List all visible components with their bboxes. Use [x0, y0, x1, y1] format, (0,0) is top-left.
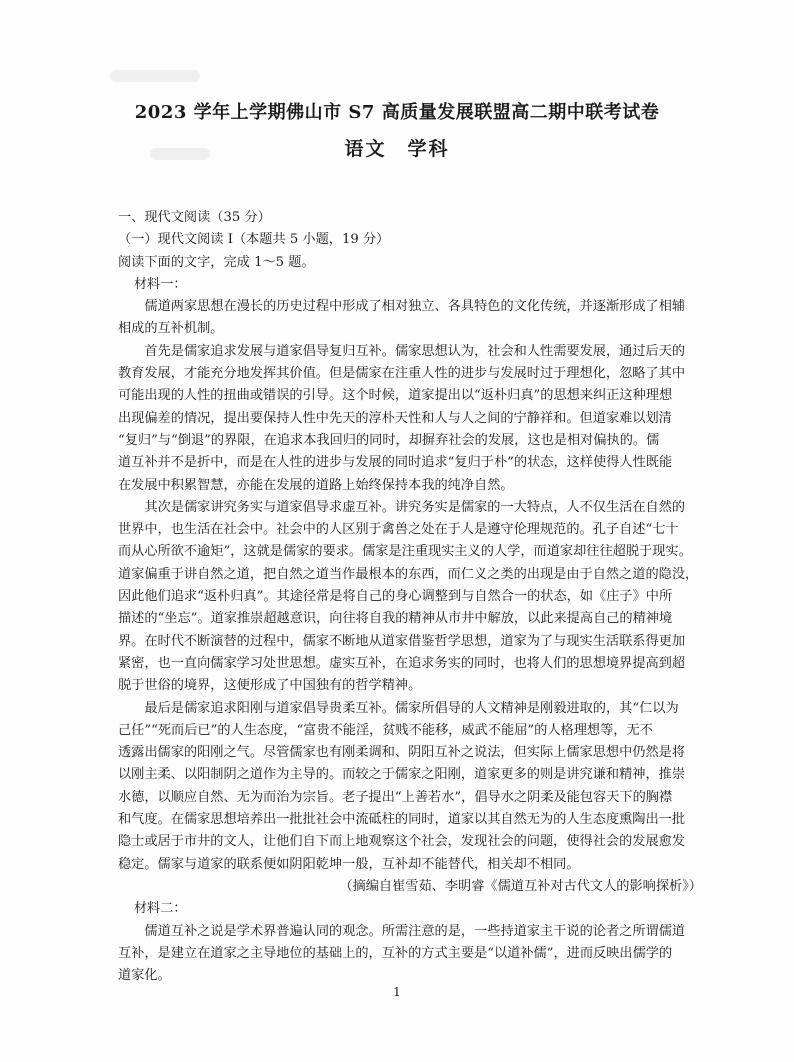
- exam-title: 2023 学年上学期佛山市 S7 高质量发展联盟高二期中联考试卷: [134, 102, 660, 123]
- subsection-heading: （一）现代文阅读 I（本题共 5 小题，19 分）: [118, 232, 390, 248]
- text-line: 相成的互补机制。: [118, 321, 224, 337]
- scan-smudge: [110, 70, 200, 82]
- text-line: 界。在时代不断演替的过程中，儒家不断地从道家借鉴哲学思想，道家为了与现实生活联系得更加: [118, 633, 686, 649]
- text-line: 互补，是建立在道家之主导地位的基础上的，互补的方式主要是“以道补儒”，进而反映出儒学的: [118, 945, 673, 961]
- page-number: 1: [393, 985, 401, 999]
- text-line: 稳定。儒家与道家的联系便如阴阳乾坤一般，互补却不能替代，相关却不相同。: [118, 856, 580, 872]
- text-line: 而从心所欲不逾矩”，这就是儒家的要求。儒家是注重现实主义的人学，而道家却往往超脱于现实。: [118, 544, 692, 560]
- material-label: 材料二：: [133, 901, 187, 917]
- text-line: 以刚主柔、以阳制阴之道作为主导的。而较之于儒家之阳刚，道家更多的则是讲究谦和精神，推崇: [118, 767, 686, 783]
- text-line: 最后是儒家追求阳刚与道家倡导贵柔互补。儒家所倡导的人文精神是刚毅进取的，其“仁以为: [144, 700, 679, 716]
- text-line: 在发展中积累智慧，亦能在发展的道路上始终保持本我的纯净自然。: [118, 477, 514, 493]
- text-line: 隐士或居于市井的文人，让他们自下而上地观察这个社会，发现社会的问题，使得社会的发展愈发: [118, 834, 686, 850]
- text-line: 儒道两家思想在漫长的历史过程中形成了相对独立、各具特色的文化传统，并逐渐形成了相辅: [144, 299, 686, 315]
- text-line: 可能出现的人性的扭曲或错误的引导。这个时候，道家提出以“返朴归真”的思想来纠正这种理想: [118, 388, 673, 404]
- text-line: “复归”与“倒退”的界限，在追求本我回归的同时，却摒弃社会的发展，这也是相对偏执的。儒: [118, 432, 660, 448]
- text-line: 和气度。在儒家思想培养出一批批社会中流砥柱的同时，道家以其自然无为的人生态度熏陶出一批: [118, 812, 686, 828]
- text-line: 紧密，也一直向儒家学习处世思想。虚实互补，在追求务实的同时，也将人们的思想境界提高到超: [118, 655, 686, 671]
- text-line: 首先是儒家追求发展与道家倡导复归互补。儒家思想认为，社会和人性需要发展，通过后天的: [144, 343, 686, 359]
- text-line: 世界中，也生活在社会中。社会中的人区别于禽兽之处在于人是遵守伦理规范的。孔子自述“七十: [118, 522, 679, 538]
- material-label: 材料一：: [133, 276, 187, 292]
- instruction: 阅读下面的文字，完成 1～5 题。: [118, 254, 315, 270]
- passage-body: [118, 207, 708, 987]
- text-line: 水德，以顺应自然、无为而治为宗旨。老子提出“上善若水”，倡导水之阴柔及能包容天下的胸襟: [118, 789, 673, 805]
- text-line: 其次是儒家讲究务实与道家倡导求虚互补。讲究务实是儒家的一大特点，人不仅生活在自然的: [144, 499, 686, 515]
- text-line: 出现偏差的情况，提出要保持人性中先天的淳朴天性和人与人之间的宁静祥和。但道家难以划清: [118, 410, 672, 426]
- text-line: 道家偏重于讲自然之道，把自然之道当作最根本的东西，而仁义之类的出现是由于自然之道的隐没，: [118, 566, 699, 582]
- text-line: 儒道互补之说是学术界普遍认同的观念。所需注意的是，一些持道家主干说的论者之所谓儒道: [144, 923, 686, 939]
- text-line: 因此他们追求“返朴归真”。其途径常是将自己的身心调整到与自然合一的状态，如《庄子》中所: [118, 589, 673, 605]
- text-line: 道家化。: [118, 968, 171, 984]
- section-heading: 一、现代文阅读（35 分）: [118, 210, 271, 225]
- source-citation: （摘编自崔雪茹、李明睿《儒道互补对古代文人的影响探析》）: [339, 878, 702, 894]
- text-line: 己任”“死而后已”的人生态度，“富贵不能淫，贫贱不能移，威武不能屈”的人格理想等，无不: [118, 722, 653, 738]
- text-line: 透露出儒家的阳刚之气。尽管儒家也有刚柔调和、阴阳互补之说法，但实际上儒家思想中仍然是将: [118, 745, 686, 761]
- text-line: 道互补并不是折中，而是在人性的进步与发展的同时追求“复归于朴”的状态，这样使得人性既能: [118, 455, 673, 471]
- text-line: 脱于世俗的境界，这便形成了中国独有的哲学精神。: [118, 678, 422, 694]
- subject-title: 语文 学科: [344, 138, 450, 160]
- text-line: 描述的“坐忘”。道家推崇超越意识，向往将自我的精神从市井中解放，以此来提高自己的精神境: [118, 611, 673, 627]
- text-line: 教育发展，才能充分地发挥其价值。但是儒家在注重人性的进步与发展时过于理想化，忽略了其中: [118, 366, 686, 382]
